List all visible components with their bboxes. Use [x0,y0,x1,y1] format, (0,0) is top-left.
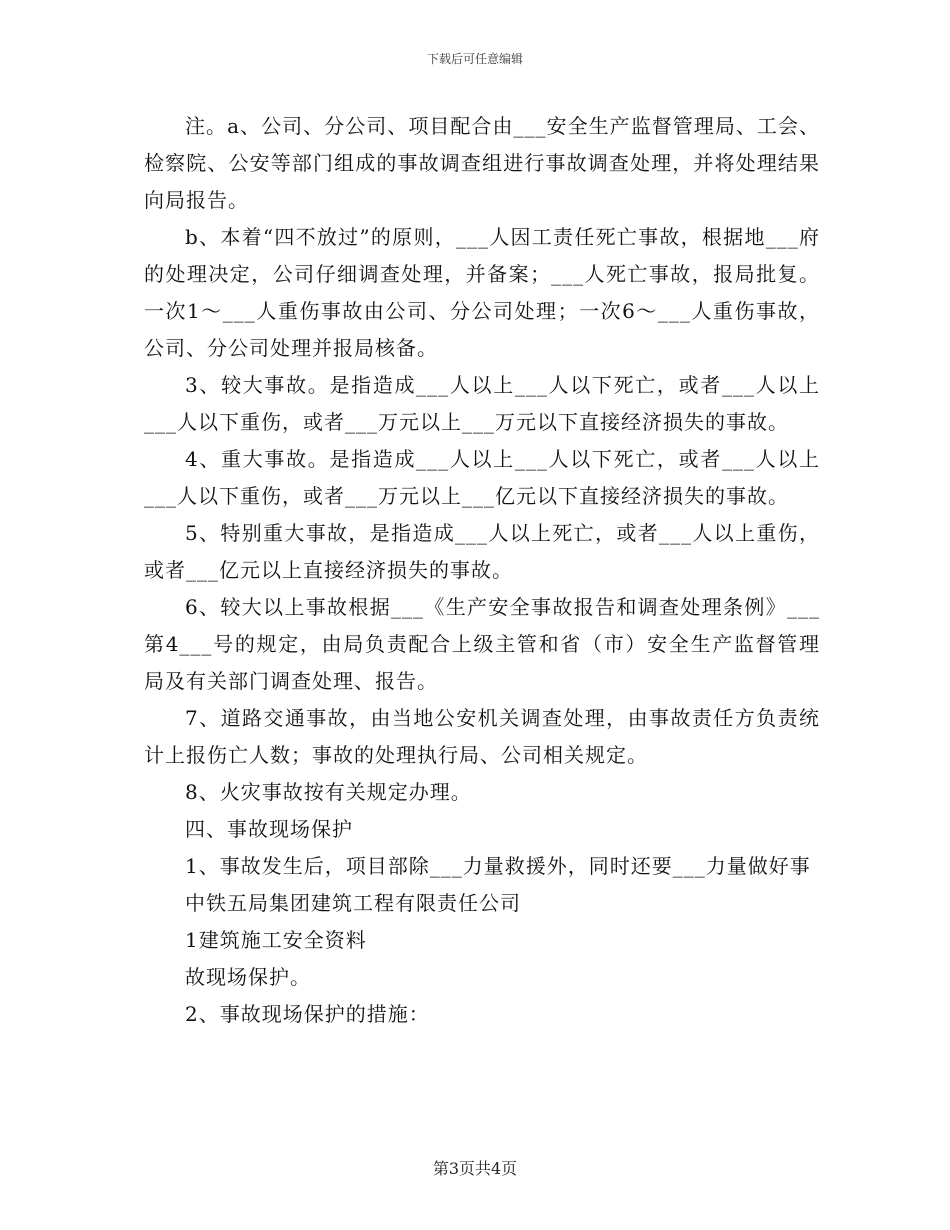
paragraph-continued: 故现场保护。 [185,965,311,989]
paragraph-4: 4、重大事故。是指造成___人以上___人以下死亡，或者___人以上___人以下重伤，或者___万元以上___亿元以下直接经济损失的事故。 [144,447,820,508]
paragraph-section4-1: 1、事故发生后，项目部除___力量救援外，同时还要___力量做好事 [185,854,811,878]
page-header: 下载后可任意编辑 [426,52,523,66]
paragraph-5: 5、特别重大事故，是指造成___人以上死亡，或者___人以上重伤，或者___亿元以上直接经济损失的事故。 [144,521,820,582]
paragraph-8: 8、火灾事故按有关规定办理。 [185,780,472,804]
section-heading-4: 四、事故现场保护 [185,817,353,841]
paragraph-note-b: b、本着“四不放过”的原则，___人因工责任死亡事故，根据地___府的处理决定，公司仔细调查处理，并备案；___人死亡事故，报局批复。一次1～___人重伤事故由公司、分公司处理；一次6～___人重伤事故，公司、分公司处理并报局核备。 [144,225,820,360]
document-title-line: 1建筑施工安全资料 [185,928,367,952]
paragraph-3: 3、较大事故。是指造成___人以上___人以下死亡，或者___人以上___人以下重伤，或者___万元以上___万元以下直接经济损失的事故。 [144,373,820,434]
document-body [144,108,820,1033]
paragraph-6: 6、较大以上事故根据___《生产安全事故报告和调查处理条例》___第4___号的规定，由局负责配合上级主管和省（市）安全生产监督管理局及有关部门调查处理、报告。 [144,595,820,693]
paragraph-7: 7、道路交通事故，由当地公安机关调查处理，由事故责任方负责统计上报伤亡人数；事故的处理执行局、公司相关规定。 [144,706,820,767]
page-footer: 第3页共4页 [432,1159,518,1178]
paragraph-section4-2: 2、事故现场保护的措施： [185,1002,430,1026]
paragraph-note-a: 注。a、公司、分公司、项目配合由___安全生产监督管理局、工会、检察院、公安等部门组成的事故调查组进行事故调查处理，并将处理结果向局报告。 [144,114,820,212]
company-name-line: 中铁五局集团建筑工程有限责任公司 [185,891,521,915]
